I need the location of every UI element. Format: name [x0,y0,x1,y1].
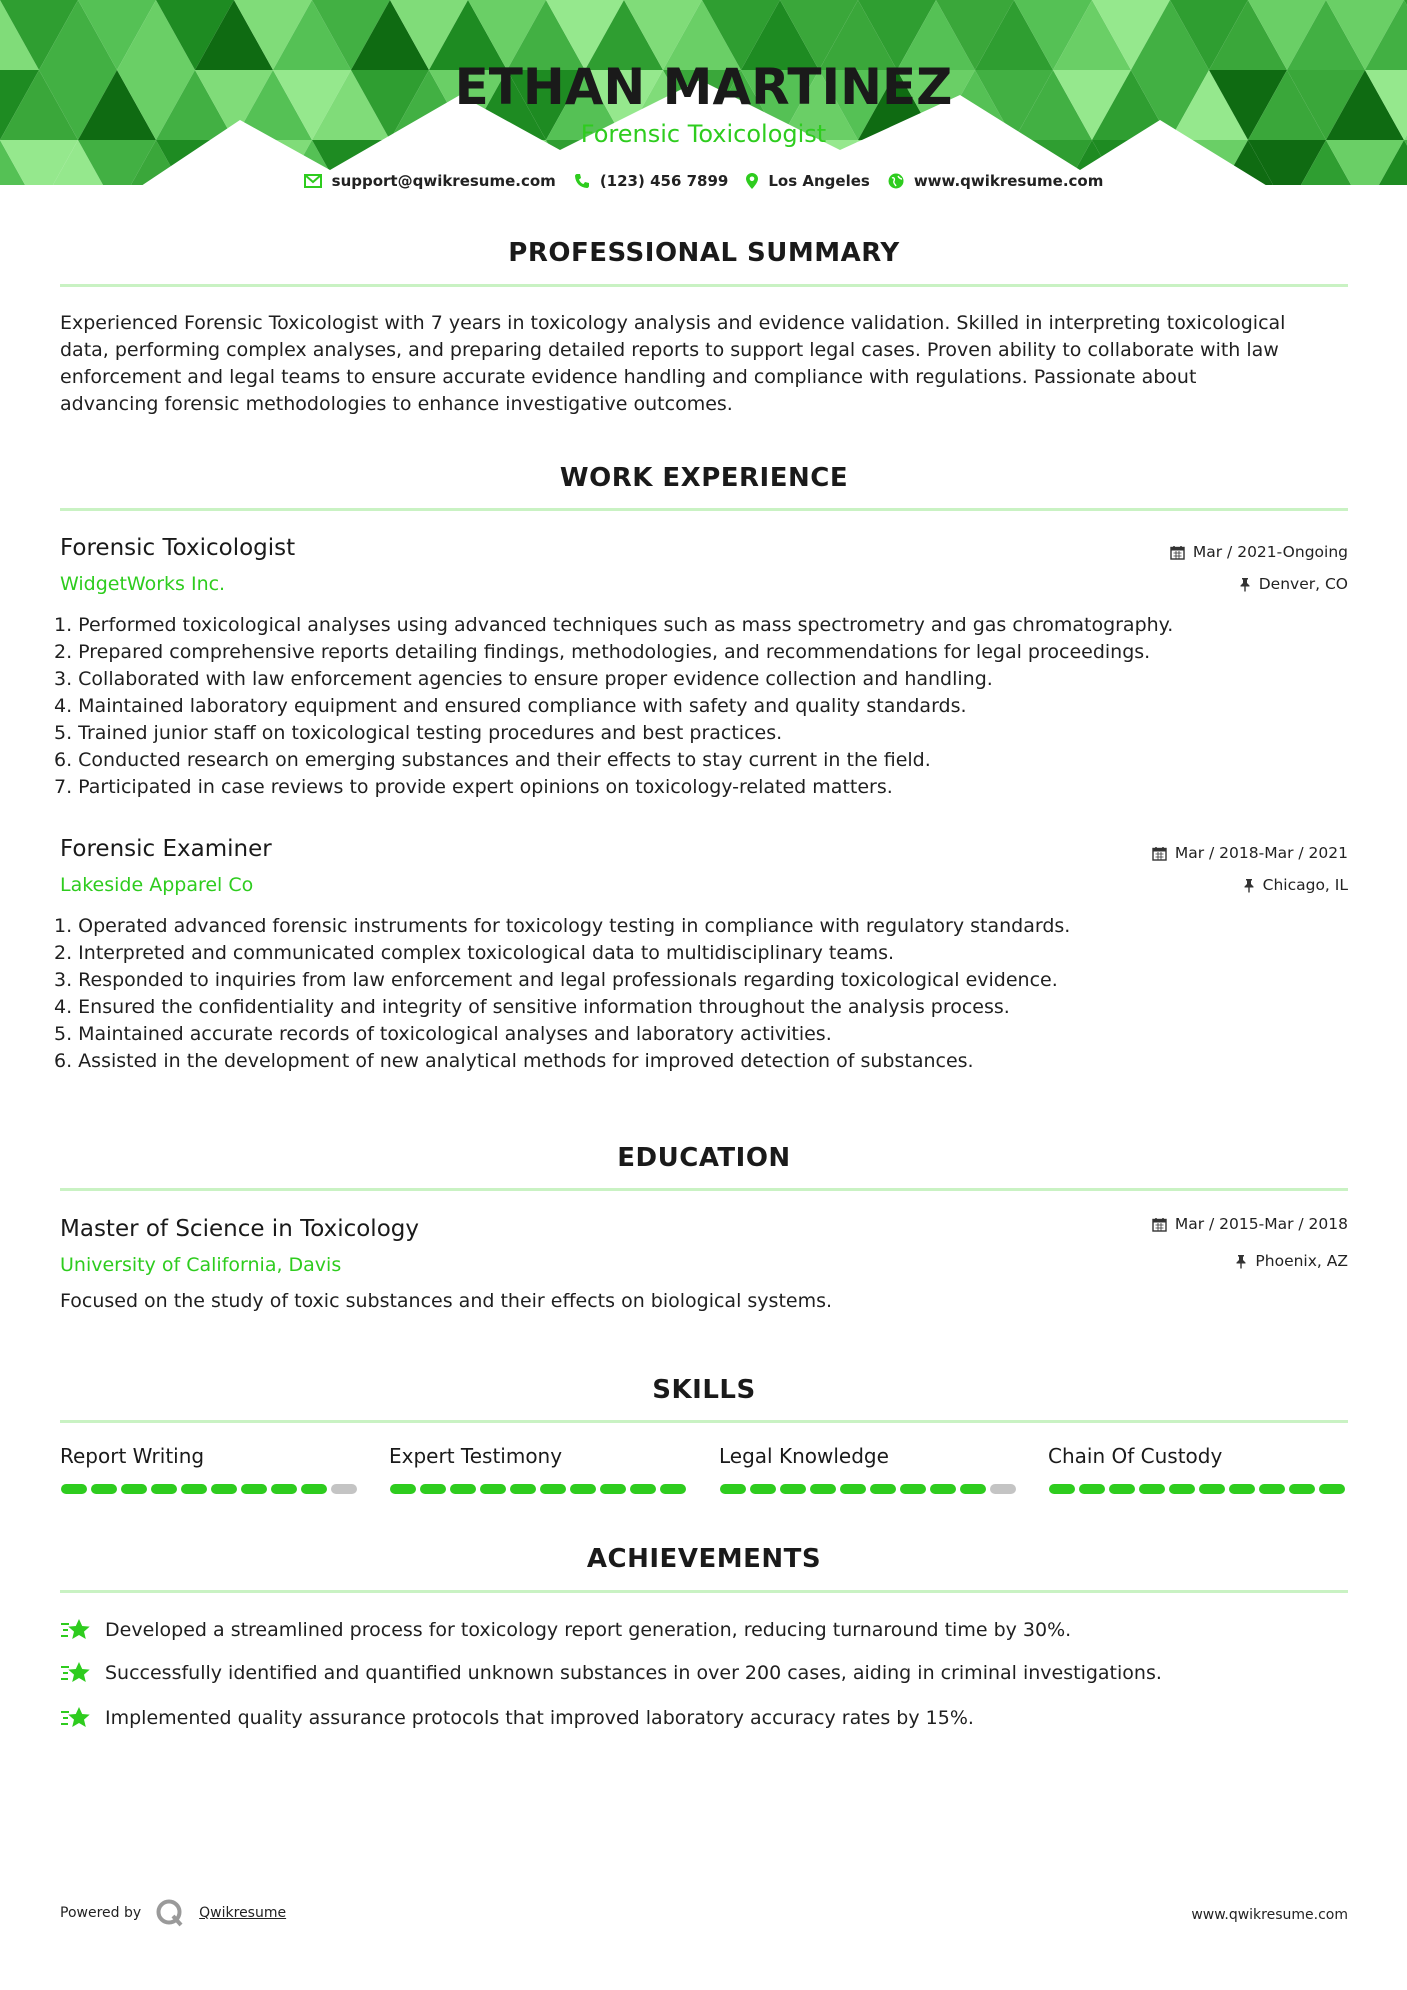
phone-text: (123) 456 7899 [599,172,729,190]
list-item: 5. Maintained accurate records of toxicological analyses and laboratory activities. [54,1023,832,1045]
pushpin-icon [1239,577,1251,592]
skill-level-segment [61,1484,87,1494]
list-item: 1. Operated advanced forensic instruments for toxicology testing in compliance with regulatory standards. [54,915,1071,937]
list-item: 6. Conducted research on emerging substances and their effects to stay current in the field. [54,749,931,771]
job-duties [54,913,1344,1075]
skill-level-segment [750,1484,776,1494]
list-item: 4. Maintained laboratory equipment and ensured compliance with safety and quality standards. [54,695,967,717]
list-item: 3. Collaborated with law enforcement agencies to ensure proper evidence collection and handling. [54,668,993,690]
list-item: 2. Interpreted and communicated complex toxicological data to multidisciplinary teams. [54,942,895,964]
job-company: Lakeside Apparel Co [60,874,254,896]
skill-level-segment [600,1484,626,1494]
skill-level-segment [780,1484,806,1494]
skill-level-segment [810,1484,836,1494]
job-location-text: Denver, CO [1258,575,1348,593]
skill-level-segment [301,1484,327,1494]
skill-item [389,1444,689,1468]
skill-level-segment [900,1484,926,1494]
experience-divider [60,508,1348,511]
skill-level-segment [1169,1484,1195,1494]
website-text: www.qwikresume.com [913,172,1104,190]
skill-level-segment [1319,1484,1345,1494]
education-heading: EDUCATION [617,1143,791,1173]
skill-name: Expert Testimony [389,1444,563,1468]
calendar-icon [1152,1217,1167,1232]
list-item: 6. Assisted in the development of new analytical methods for improved detection of substances. [54,1050,974,1072]
job-duties [54,612,1344,801]
list-item: 1. Performed toxicological analyses using advanced techniques such as mass spectrometry and gas chromatography. [54,614,1174,636]
powered-by-label: Powered by [60,1905,142,1921]
school-name: University of California, Davis [60,1254,342,1276]
summary-heading: PROFESSIONAL SUMMARY [508,238,900,268]
skill-level-segment [450,1484,476,1494]
footer-website[interactable]: www.qwikresume.com [1191,1907,1348,1923]
email-icon [304,174,322,188]
email-text: support@qwikresume.com [331,172,556,190]
achievements-divider [60,1590,1348,1593]
skill-name: Legal Knowledge [719,1444,889,1468]
map-pin-icon [746,173,758,189]
summary-line: advancing forensic methodologies to enhance investigative outcomes. [60,393,733,415]
achievement-item [60,1617,1071,1643]
education-dates [1152,1215,1348,1233]
contact-email[interactable] [304,172,556,190]
skill-level-segment [390,1484,416,1494]
pushpin-icon [1235,1254,1247,1269]
skill-level-segment [1139,1484,1165,1494]
skill-level-segment [271,1484,297,1494]
skill-level-segment [510,1484,536,1494]
list-item: 3. Responded to inquiries from law enforcement and legal professionals regarding toxicological evidence. [54,969,1058,991]
skill-level-segment [151,1484,177,1494]
skill-level-segment [660,1484,686,1494]
summary-divider [60,284,1348,287]
star-award-icon [60,1660,91,1686]
list-item: 7. Participated in case reviews to provide expert opinions on toxicology-related matters. [54,776,893,798]
experience-heading: WORK EXPERIENCE [559,463,849,493]
skills-divider [60,1420,1348,1423]
candidate-name: ETHAN MARTINEZ [454,58,953,116]
skill-level-segment [930,1484,956,1494]
achievement-text: Successfully identified and quantified unknown substances in over 200 cases, aiding in criminal investigations. [105,1662,1162,1684]
job-location [1239,575,1348,593]
contact-website[interactable] [888,172,1104,190]
skill-level-segment [960,1484,986,1494]
skill-level-bar [1048,1484,1348,1494]
skill-level-segment [570,1484,596,1494]
star-award-icon [60,1705,91,1731]
footer-powered-by [60,1898,286,1928]
contact-phone[interactable] [574,172,729,190]
job-company: WidgetWorks Inc. [60,573,226,595]
skill-name: Report Writing [60,1444,205,1468]
degree-title: Master of Science in Toxicology [60,1216,419,1242]
candidate-title: Forensic Toxicologist [580,120,827,148]
skill-level-bar [389,1484,689,1494]
skill-level-segment [91,1484,117,1494]
list-item: 4. Ensured the confidentiality and integrity of sensitive information throughout the analysis process. [54,996,1010,1018]
job-title: Forensic Examiner [60,836,272,862]
job-dates [1170,543,1348,561]
job-dates-text: Mar / 2018-Mar / 2021 [1174,844,1348,862]
achievement-text: Implemented quality assurance protocols that improved laboratory accuracy rates by 15%. [105,1707,974,1729]
contact-bar [0,172,1407,190]
list-item: 2. Prepared comprehensive reports detailing findings, methodologies, and recommendations for legal proceedings. [54,641,1151,663]
job-location-text: Chicago, IL [1262,876,1348,894]
skill-level-segment [1079,1484,1105,1494]
calendar-icon [1152,846,1167,861]
skill-level-segment [241,1484,267,1494]
location-text: Los Angeles [768,172,870,190]
skill-level-bar [60,1484,360,1494]
education-divider [60,1188,1348,1191]
skill-level-segment [1109,1484,1135,1494]
achievement-text: Developed a streamlined process for toxicology report generation, reducing turnaround time by 30%. [105,1619,1072,1641]
skill-name: Chain Of Custody [1048,1444,1223,1468]
education-location [1235,1252,1348,1270]
calendar-icon [1170,545,1185,560]
job-dates-text: Mar / 2021-Ongoing [1192,543,1348,561]
qwikresume-logo-icon [155,1898,185,1928]
skill-level-segment [630,1484,656,1494]
phone-icon [574,173,590,189]
skill-level-segment [480,1484,506,1494]
skill-level-segment [420,1484,446,1494]
skills-heading: SKILLS [652,1375,756,1405]
summary-line: Experienced Forensic Toxicologist with 7 years in toxicology analysis and evidence validation. Skilled in interpreting toxicological [60,312,1286,334]
skill-level-segment [1259,1484,1285,1494]
brand-link[interactable]: Qwikresume [199,1905,287,1921]
skill-level-segment [720,1484,746,1494]
skill-level-segment [1049,1484,1075,1494]
skill-level-segment [540,1484,566,1494]
job-title: Forensic Toxicologist [60,535,296,561]
contact-location [746,172,869,190]
achievement-item [60,1660,1162,1686]
job-location [1243,876,1348,894]
skill-item [719,1444,1019,1468]
summary-text [60,310,1350,418]
skill-level-segment [121,1484,147,1494]
star-award-icon [60,1617,91,1643]
skill-item [60,1444,360,1468]
achievement-item [60,1705,974,1731]
job-dates [1152,844,1348,862]
pushpin-icon [1243,878,1255,893]
summary-line: data, performing complex analyses, and preparing detailed reports to support legal cases. Proven ability to collaborate with law [60,339,1279,361]
education-description: Focused on the study of toxic substances and their effects on biological systems. [60,1290,833,1312]
skill-level-segment [1229,1484,1255,1494]
skill-level-segment [870,1484,896,1494]
skill-level-segment [1199,1484,1225,1494]
skill-level-segment [211,1484,237,1494]
summary-line: enforcement and legal teams to ensure accurate evidence handling and compliance with regulations. Passionate about [60,366,1197,388]
skill-level-bar [719,1484,1019,1494]
skill-level-segment [1289,1484,1315,1494]
globe-icon [888,173,904,189]
education-location-text: Phoenix, AZ [1255,1252,1348,1270]
list-item: 5. Trained junior staff on toxicological testing procedures and best practices. [54,722,783,744]
skill-level-segment [331,1484,357,1494]
skill-level-segment [990,1484,1016,1494]
skill-level-segment [840,1484,866,1494]
skill-level-segment [181,1484,207,1494]
education-dates-text: Mar / 2015-Mar / 2018 [1174,1215,1348,1233]
skill-item [1048,1444,1348,1468]
achievements-heading: ACHIEVEMENTS [586,1544,822,1574]
